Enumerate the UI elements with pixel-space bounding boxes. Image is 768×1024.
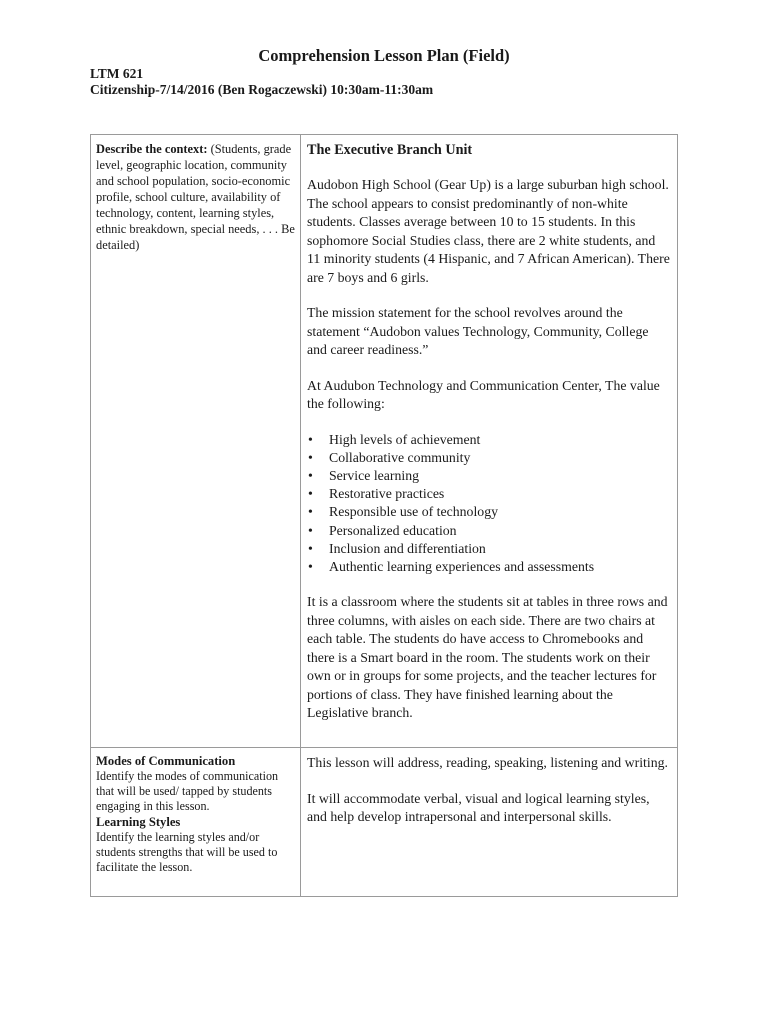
values-intro: At Audubon Technology and Communication Center, The value the following: — [307, 377, 660, 411]
context-row — [91, 135, 678, 748]
lesson-meta: Citizenship-7/14/2016 (Ben Rogaczewski) 10:30am-11:30am — [90, 82, 434, 97]
context-prompt-text: (Students, grade level, geographic location, community and school population, socio-economic profile, school culture, availability of technology, content, learning styles, ethnic breakdown, special needs, . . . Be detailed) — [96, 142, 295, 252]
bullet-icon: • — [308, 486, 313, 502]
modes-response-text: This lesson will address, reading, speaking, listening and writing. — [307, 755, 668, 770]
bullet-icon: • — [308, 431, 313, 447]
styles-prompt-text: Identify the learning styles and/or students strengths that will be used to facilitate the lesson. — [96, 829, 278, 875]
classroom-description: It is a classroom where the students sit at tables in three rows and three columns, with aisles on each side. There are two chairs at each table. The students do have access to Chromebooks and there is a Smart board in the room. The students work on their own or in groups for some projects, and the teacher lectures for portions of class. They have finished learning about the Legislative branch. — [307, 594, 668, 721]
modes-prompt-cell — [91, 748, 301, 897]
context-response-cell — [301, 135, 678, 748]
bullet-icon: • — [308, 504, 313, 520]
document-title: Comprehension Lesson Plan (Field) — [258, 46, 510, 65]
context-label: Describe the context: — [96, 142, 208, 156]
bullet-icon: • — [308, 522, 313, 538]
unit-title: The Executive Branch Unit — [307, 142, 473, 158]
list-item: • Inclusion and differentiation — [307, 540, 671, 558]
list-item: • Responsible use of technology — [307, 503, 671, 521]
context-prompt-cell — [91, 135, 301, 748]
values-list — [307, 431, 671, 577]
modes-heading: Modes of Communication — [96, 754, 236, 768]
mission-statement: The mission statement for the school revolves around the statement “Audobon values Technology, Community, College and career readiness.” — [307, 305, 649, 357]
modes-prompt-text: Identify the modes of communication that will be used/ tapped by students engaging in this lesson. — [96, 769, 279, 814]
bullet-icon: • — [308, 467, 313, 483]
list-item: • High levels of achievement — [307, 431, 671, 449]
lesson-plan-table — [90, 134, 678, 897]
bullet-icon: • — [308, 540, 313, 556]
list-item: • Collaborative community — [307, 449, 671, 467]
modes-response-cell — [301, 748, 678, 897]
list-item: • Personalized education — [307, 522, 671, 540]
course-code: LTM 621 — [90, 66, 144, 81]
list-item: • Authentic learning experiences and assessments — [307, 558, 671, 576]
modes-row — [91, 748, 678, 897]
list-item: • Service learning — [307, 467, 671, 485]
school-description: Audobon High School (Gear Up) is a large suburban high school. The school appears to consist predominantly of non-white students. Classes average between 10 to 15 students. In this sophomore Social Studies class, there are 2 white students, and 11 minority students (4 Hispanic, and 7 African American). There are 7 boys and 6 girls. — [307, 177, 670, 285]
styles-heading: Learning Styles — [96, 814, 181, 829]
bullet-icon: • — [308, 449, 313, 465]
list-item: • Restorative practices — [307, 485, 671, 503]
styles-response-text: It will accommodate verbal, visual and logical learning styles, and help develop intrapersonal and interpersonal skills. — [307, 790, 650, 824]
bullet-icon: • — [308, 558, 313, 574]
